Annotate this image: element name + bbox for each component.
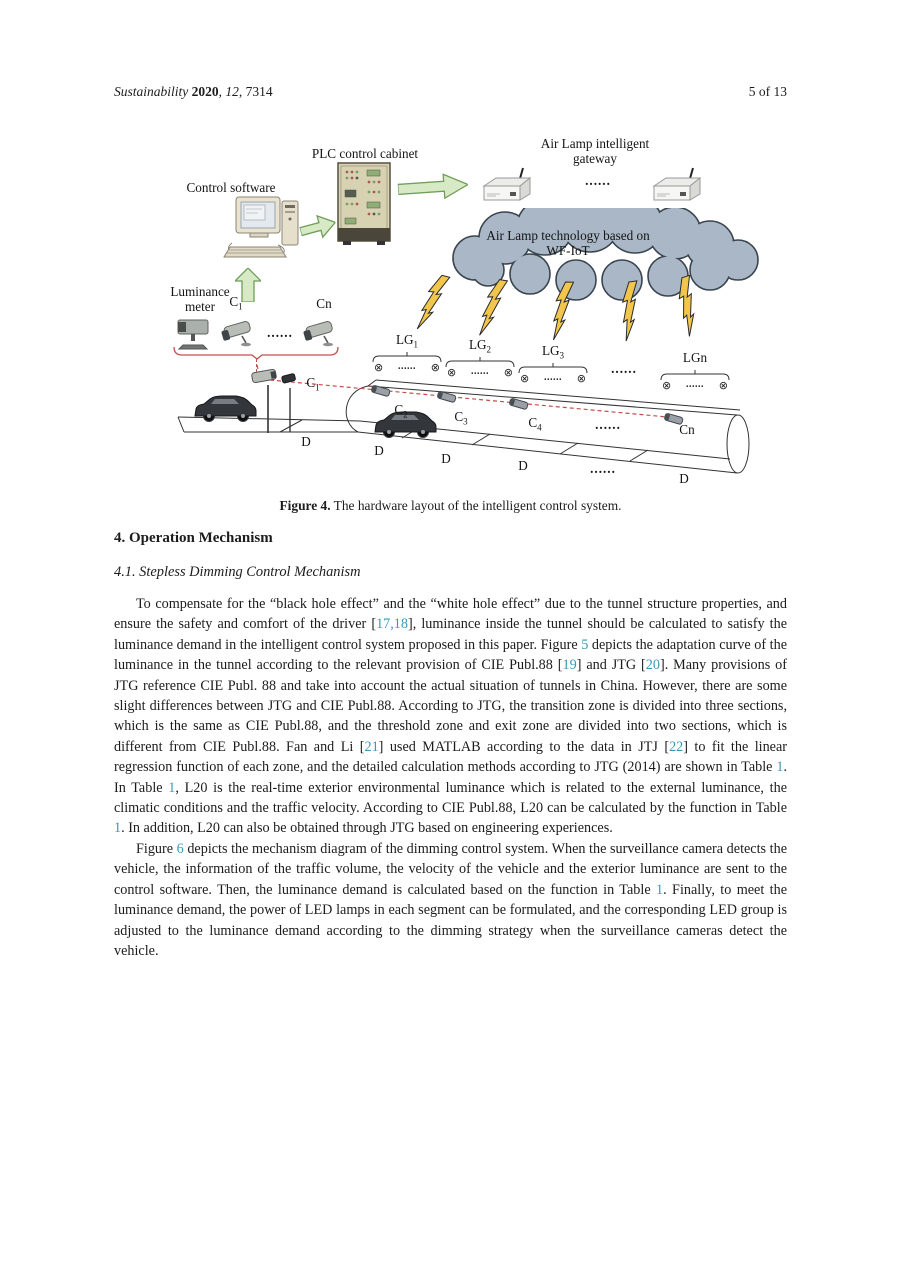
plc-cabinet-icon — [337, 162, 391, 246]
tunnel-camera-c3-label: $C_3$ — [454, 409, 468, 427]
citation-link[interactable]: 17,18 — [376, 616, 408, 633]
gateway-label: Air Lamp intelligent gateway — [540, 136, 650, 166]
segment-distance-label: D — [301, 434, 311, 449]
lightning-bolt-icon — [549, 281, 576, 341]
citation-link[interactable]: 6 — [176, 840, 184, 857]
segment-distance-dots: ...... — [590, 461, 616, 476]
subsection-heading: 4.1. Stepless Dimming Control Mechanism — [114, 564, 361, 580]
surveillance-camera-icon — [218, 316, 262, 348]
tunnel-camera-c4-label: $C_4$ — [528, 415, 542, 433]
journal-header: Sustainability 2020, 12, 7314 — [114, 84, 273, 99]
figure-4-diagram: PLC control cabinet Air Lamp intelligent gateway Control software ...... Air Lamp technology based on WF-IoT Luminance meter $C_1$ Cn ...... $C_1$ $C_2$ $C_3$ $C_4$ ...... Cn D D D D ...... D $LG_1$ ⊗ ...... ⊗ $LG_2$ ⊗ ...... ⊗ $LG_3$ ⊗ ...... ⊗ ...... LGn ⊗ ...... ⊗ — [0, 130, 900, 498]
arrow-cabinet-to-gateway — [397, 172, 469, 203]
segment-distance-label: D — [441, 451, 451, 466]
citation-link[interactable]: 20 — [645, 657, 660, 674]
plc-cabinet-label: PLC control cabinet — [311, 146, 419, 161]
citation-link[interactable]: 1 — [776, 759, 784, 776]
segment-distance-label: D — [374, 443, 384, 458]
paragraph-1: To compensate for the “black hole effect” and the “white hole effect” due to the tunnel structure properties, and ensure the safety and comfort of the driver [17,18], luminance inside the tunnel should be calculated to satisfy the luminance demand in the intelligent control system proposed in this paper. Figure 5 depicts the adaptation curve of the luminance in the tunnel according to the relevant provision of CIE Publ.88 [19] and JTG [20]. Many provisions of JTG reference CIE Publ. 88 and take into account the actual situation of tunnels in China. However, there are some slight differences between JTG and CIE Publ.88. According to JTG, the transition zone is divided into three sections, which is the same as CIE Publ.88, and the threshold zone and exit zone are divided into two sections, which is different from CIE Publ.88. Fan and Li [21] used MATLAB according to the data in JTJ [22] to fit the linear regression function of each zone, and the detailed calculation methods according to JTG (2014) are shown in Table 1. In Table 1, L20 is the real-time exterior environmental luminance which is related to the external luminance, the climatic conditions and the traffic velocity. According to CIE Publ.88, L20 can be calculated by the function in Table 1. In addition, L20 can also be obtained through JTG based on engineering experiences. — [114, 596, 788, 837]
control-software-label: Control software — [186, 180, 276, 195]
surveillance-camera-icon — [300, 316, 344, 348]
luminance-meter-label: Luminance meter — [170, 284, 230, 314]
citation-link[interactable]: 5 — [581, 636, 589, 653]
gateway-dots: ...... — [585, 173, 611, 188]
segment-distance-label: D — [679, 471, 689, 486]
paragraph-2: Figure 6 depicts the mechanism diagram of the dimming control system. When the surveillance camera detects the vehicle, the information of the traffic volume, the velocity of the vehicle and the exterior luminance are sent to the control software. Then, the luminance demand is calculated based on the function in Table 1. Finally, to meet the luminance demand, the power of LED lamps in each segment can be formulated, and the corresponding LED group is adjusted to the luminance demand according to the dimming strategy when the surveillance cameras detect the vehicle. — [114, 840, 787, 959]
arrow-computer-to-cabinet — [297, 210, 339, 244]
tunnel-camera-cn-label: Cn — [679, 422, 695, 437]
lamp-group-dots: ...... — [611, 361, 637, 376]
citation-link[interactable]: 1 — [168, 779, 176, 796]
camera-group-bracket — [172, 346, 342, 361]
cloud-label: Air Lamp technology based on WF-IoT — [486, 228, 650, 258]
camera-c1-top-label: $C_1$ — [229, 294, 243, 312]
figure-caption: Figure 4. The hardware layout of the intelligent control system. — [279, 498, 622, 513]
computer-icon — [222, 195, 302, 263]
page-number: 5 of 13 — [748, 84, 787, 99]
tunnel-camera-dots: ...... — [595, 417, 621, 432]
citation-link[interactable]: 1 — [656, 881, 664, 898]
section-heading: 4. Operation Mechanism — [114, 530, 273, 546]
citation-link[interactable]: 1 — [114, 820, 122, 837]
segment-distance-label: D — [518, 458, 528, 473]
tunnel-camera-c1-label: $C_1$ — [306, 375, 320, 393]
tunnel-camera-c2-label: $C_2$ — [394, 402, 408, 420]
citation-link[interactable]: 21 — [364, 738, 379, 755]
camera-row-dots: ...... — [267, 325, 293, 340]
gateway-device-icon — [646, 166, 708, 208]
citation-link[interactable]: 22 — [669, 738, 684, 755]
camera-cn-top-label: Cn — [316, 296, 332, 311]
gateway-device-icon — [476, 166, 538, 208]
citation-link[interactable]: 19 — [562, 657, 577, 674]
